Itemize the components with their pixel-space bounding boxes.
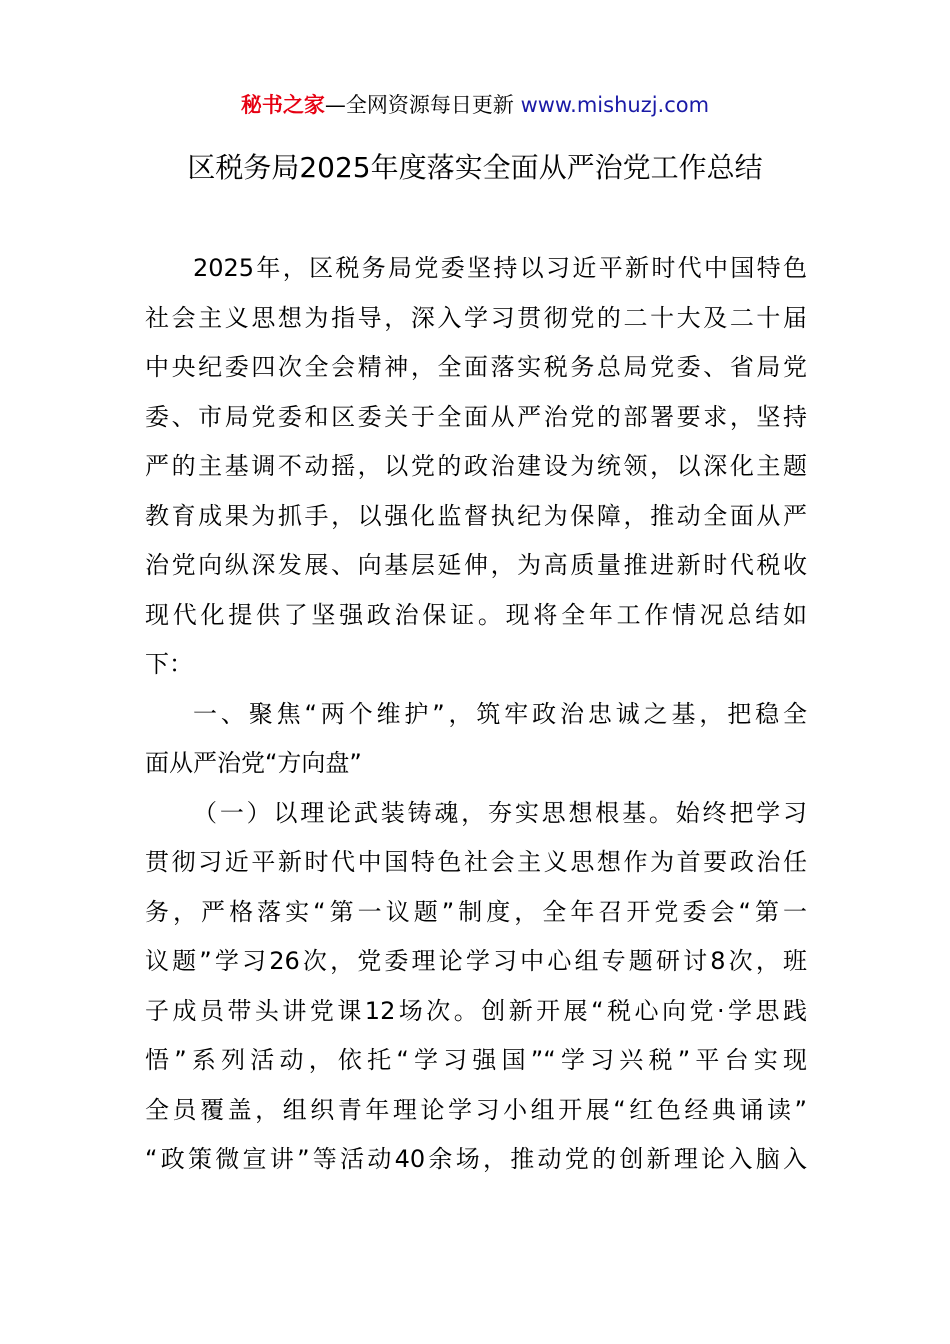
text-line: （一）以理论武装铸魂，夯实思想根基。始终把学习 <box>193 798 807 827</box>
text-line: 全员覆盖，组织青年理论学习小组开展“红色经典诵读” <box>145 1095 807 1124</box>
source-header <box>0 88 950 122</box>
header-tagline: —全网资源每日更新 <box>324 93 521 117</box>
text-line: 子成员带头讲党课12场次。创新开展“税心向党·学思践 <box>145 996 807 1025</box>
text-line: 务，严格落实“第一议题”制度，全年召开党委会“第一 <box>145 897 807 926</box>
heading-line: 面从严治党“方向盘” <box>145 749 362 777</box>
text-line: 治党向纵深发展、向基层延伸，为高质量推进新时代税收 <box>145 551 807 579</box>
document-body <box>145 244 807 1185</box>
text-line: 社会主义思想为指导，深入学习贯彻党的二十大及二十届 <box>145 303 807 332</box>
intro-paragraph <box>145 244 807 690</box>
section-1-paragraph <box>145 789 807 1185</box>
website-link[interactable]: www.mishuzj.com <box>520 93 710 117</box>
text-line: 现代化提供了坚强政治保证。现将全年工作情况总结如 <box>145 600 807 629</box>
document-title: 区税务局2025年度落实全面从严治党工作总结 <box>187 151 763 184</box>
text-line: 委、市局党委和区委关于全面从严治党的部署要求，坚持 <box>145 402 807 431</box>
text-line: 贯彻习近平新时代中国特色社会主义思想作为首要政治任 <box>145 848 807 876</box>
text-line: 教育成果为抓手，以强化监督执纪为保障，推动全面从严 <box>145 501 807 530</box>
text-line: 严的主基调不动摇，以党的政治建设为统领，以深化主题 <box>145 452 807 480</box>
heading-line: 一、聚焦“两个维护”，筑牢政治忠诚之基，把稳全 <box>193 699 807 728</box>
text-line: 议题”学习26次，党委理论学习中心组专题研讨8次，班 <box>145 947 807 975</box>
section-heading-1 <box>145 690 807 789</box>
text-line: 中央纪委四次全会精神，全面落实税务总局党委、省局党 <box>145 353 807 381</box>
text-line: 悟”系列活动，依托“学习强国”“学习兴税”平台实现 <box>145 1046 807 1074</box>
brand-name: 秘书之家 <box>240 93 325 117</box>
text-line: “政策微宣讲”等活动40余场，推动党的创新理论入脑入 <box>145 1145 807 1173</box>
text-line: 下： <box>145 650 193 678</box>
text-line: 2025年，区税务局党委坚持以习近平新时代中国特色 <box>193 254 807 282</box>
